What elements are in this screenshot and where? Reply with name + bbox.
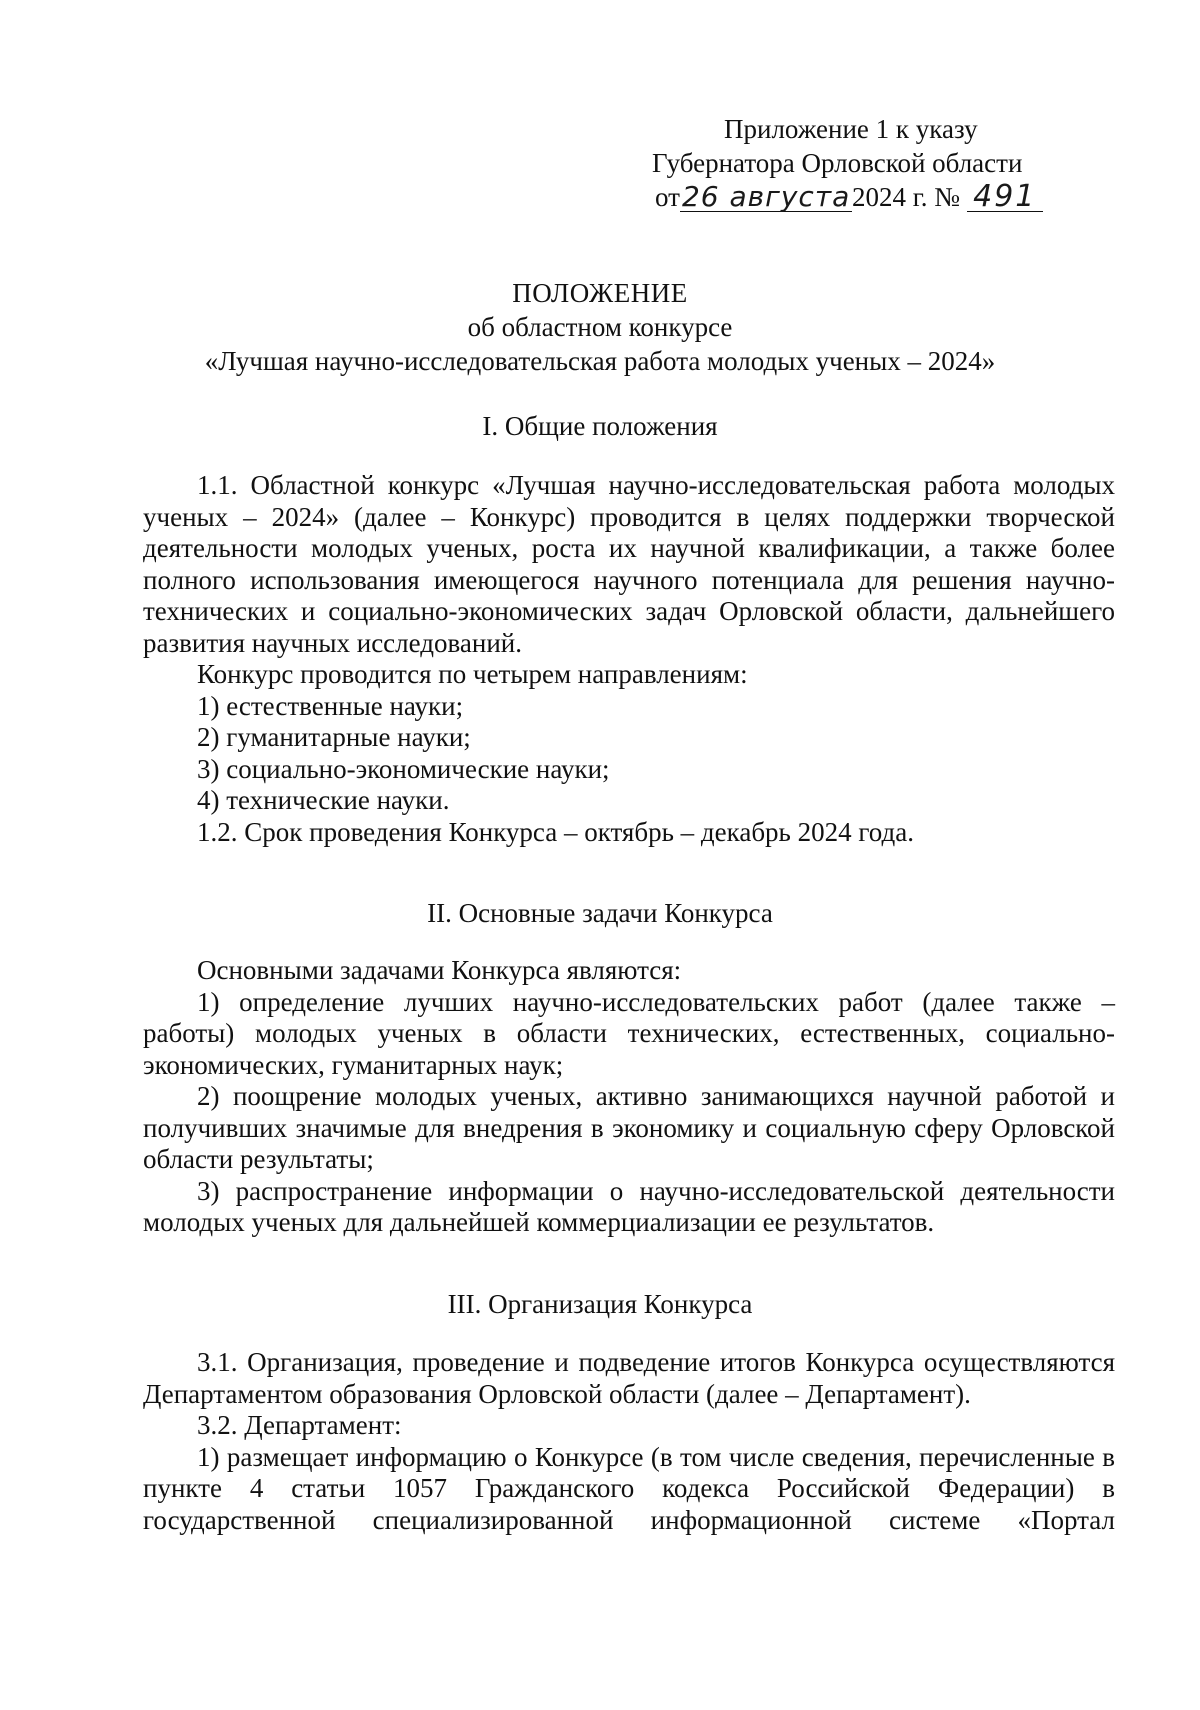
section-2-heading: II. Основные задачи Конкурса <box>427 898 773 928</box>
section-1-paragraph-3: 1.2. Срок проведения Конкурса – октябрь – декабрь 2024 года. <box>197 816 914 847</box>
appendix-block <box>652 112 1112 214</box>
section-1-list-item: 4) технические науки. <box>197 785 450 815</box>
section-2-list-item: 1) определение лучших научно-исследовательских работ (далее также – работы) молодых ученых в области технических, естественных, социально-экономических, гуманитарных наук; <box>143 986 1115 1080</box>
section-1-body <box>143 470 1115 848</box>
section-2-intro: Основными задачами Конкурса являются: <box>197 955 682 985</box>
section-3-paragraph-3: 1) размещает информацию о Конкурсе (в том числе сведения, перечисленные в пункте 4 статьи 1057 Гражданского кодекса Российской Федерации) в государственной специализированной информационной системе «Портал <box>143 1441 1115 1535</box>
section-3-heading: III. Организация Конкурса <box>447 1289 753 1319</box>
title-line-3: «Лучшая научно-исследовательская работа молодых ученых – 2024» <box>204 346 996 376</box>
section-3-paragraph-2: 3.2. Департамент: <box>197 1410 402 1440</box>
section-3-body <box>143 1347 1115 1536</box>
section-3-paragraph-1: 3.1. Организация, проведение и подведение итогов Конкурса осуществляются Департаментом образования Орловской области (далее – Департамент). <box>143 1347 1115 1409</box>
document-title <box>0 276 1200 378</box>
appendix-line-1: Приложение 1 к указу <box>724 114 978 144</box>
title-line-2: об областном конкурсе <box>467 312 733 342</box>
appendix-line-2: Губернатора Орловской области <box>652 148 1023 178</box>
section-1-heading: I. Общие положения <box>482 411 718 441</box>
appendix-line-3 <box>652 180 1112 214</box>
section-1-list-item: 2) гуманитарные науки; <box>197 722 471 752</box>
section-2-list-item: 3) распространение информации о научно-исследовательской деятельности молодых ученых для дальнейшей коммерциализации ее результатов. <box>143 1175 1115 1237</box>
section-1-list-item: 3) социально-экономические науки; <box>197 753 610 784</box>
appendix-from-label: от <box>655 182 680 212</box>
section-2-body <box>143 955 1115 1239</box>
section-1-paragraph-1: 1.1. Областной конкурс «Лучшая научно-исследовательская работа молодых ученых – 2024» (далее – Конкурс) проводится в целях поддержки творческой деятельности молодых ученых, роста их научной квалификации, а также более полного использования имеющегося научного потенциала для решения научно-технических и социально-экономических задач Орловской области, дальнейшего развития научных исследований. <box>143 470 1115 658</box>
section-1-paragraph-2: Конкурс проводится по четырем направлениям: <box>197 659 748 689</box>
handwritten-number: 491 <box>967 183 1043 212</box>
handwritten-date: 26 августа <box>681 180 851 213</box>
section-2-list-item: 2) поощрение молодых ученых, активно занимающихся научной работой и получивших значимые для внедрения в экономику и социальную сферу Орловской области результаты; <box>143 1081 1115 1174</box>
section-1-list-item: 1) естественные науки; <box>197 690 464 721</box>
title-line-1: ПОЛОЖЕНИЕ <box>512 278 688 308</box>
appendix-year-label: 2024 г. № <box>851 182 960 212</box>
